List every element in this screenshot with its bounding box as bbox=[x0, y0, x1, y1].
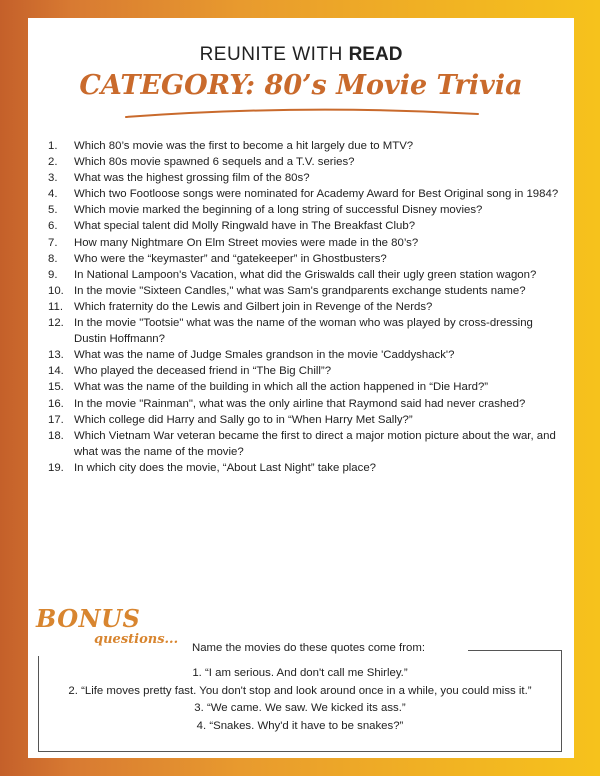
question-number: 2. bbox=[48, 156, 58, 169]
question-number: 1. bbox=[48, 140, 58, 152]
question-text: How many Nightmare On Elm Street movies were made in the 80’s? bbox=[74, 236, 419, 249]
question-text: Which movie marked the beginning of a long string of successful Disney movies? bbox=[74, 204, 483, 217]
question-number: 4. bbox=[48, 188, 58, 201]
question-number: 17. bbox=[48, 413, 64, 426]
question-text: Which fraternity do the Lewis and Gilbert join in Revenge of the Nerds? bbox=[74, 300, 433, 313]
question-text: Which 80’s movie was the first to become a hit largely due to MTV? bbox=[74, 140, 414, 152]
question-item bbox=[48, 218, 563, 234]
quote-number: 1. bbox=[192, 667, 202, 679]
category-title: CATEGORY: 80’s Movie Trivia bbox=[79, 70, 523, 101]
quote-number: 2. bbox=[68, 684, 78, 697]
question-text: In which city does the movie, “About Last Night” take place? bbox=[74, 461, 377, 474]
question-item bbox=[48, 251, 563, 267]
question-item bbox=[48, 235, 563, 251]
trivia-sheet bbox=[28, 18, 574, 758]
bonus-title: BONUS bbox=[36, 604, 141, 633]
question-item bbox=[48, 202, 563, 218]
question-number: 8. bbox=[48, 252, 58, 265]
question-text: Which 80s movie spawned 6 sequels and a T.V. series? bbox=[74, 156, 355, 169]
question-item bbox=[48, 396, 563, 412]
quote-text: “Life moves pretty fast. You don't stop and look around once in a while, you could miss it.” bbox=[81, 684, 532, 697]
question-item bbox=[48, 138, 563, 154]
question-number: 19. bbox=[48, 461, 64, 474]
bonus-quote-item bbox=[38, 666, 562, 681]
question-number: 9. bbox=[48, 268, 58, 281]
question-item bbox=[48, 428, 563, 460]
quote-number: 4. bbox=[196, 720, 207, 733]
brand-prefix: REUNITE WITH bbox=[199, 44, 343, 65]
question-number: 3. bbox=[48, 172, 58, 185]
question-number: 11. bbox=[48, 300, 63, 313]
question-item bbox=[48, 170, 563, 186]
question-number: 12. bbox=[48, 317, 64, 330]
question-text: In the movie "Sixteen Candles," what was Sam's grandparents exchange students name? bbox=[74, 284, 526, 297]
question-number: 5. bbox=[48, 204, 58, 217]
question-text: In the movie "Tootsie" what was the name of the woman who was played by cross-dressing Dustin Hoffmann? bbox=[74, 317, 533, 346]
question-item bbox=[48, 299, 563, 315]
bonus-quote-list bbox=[38, 666, 562, 737]
question-number: 14. bbox=[48, 365, 64, 378]
question-item bbox=[48, 267, 563, 283]
bonus-quote-item bbox=[38, 684, 562, 699]
question-item bbox=[48, 186, 563, 202]
brand-heading bbox=[28, 44, 574, 66]
bonus-quote-item bbox=[38, 701, 562, 716]
quote-text: “I am serious. And don't call me Shirley.” bbox=[205, 667, 408, 679]
question-list bbox=[48, 138, 563, 476]
quote-text: “Snakes. Why'd it have to be snakes?” bbox=[209, 720, 404, 733]
title-swoosh-decoration bbox=[122, 106, 482, 122]
question-text: What was the name of the building in which all the action happened in “Die Hard?” bbox=[74, 381, 489, 394]
bonus-quote-item bbox=[38, 719, 562, 734]
bonus-subtitle: questions... bbox=[94, 632, 179, 647]
question-item bbox=[48, 460, 563, 476]
question-text: Which college did Harry and Sally go to in “When Harry Met Sally?” bbox=[74, 413, 413, 426]
question-text: Who played the deceased friend in “The Big Chill”? bbox=[74, 365, 332, 378]
question-text: What was the highest grossing film of the 80s? bbox=[74, 172, 310, 185]
question-number: 10. bbox=[48, 284, 64, 297]
question-number: 18. bbox=[48, 429, 64, 442]
question-item bbox=[48, 363, 563, 379]
question-item bbox=[48, 154, 563, 170]
quote-text: “We came. We saw. We kicked its ass.” bbox=[206, 702, 406, 715]
question-number: 13. bbox=[48, 349, 64, 362]
quote-number: 3. bbox=[194, 702, 204, 715]
question-item bbox=[48, 379, 563, 395]
question-item bbox=[48, 412, 563, 428]
question-item bbox=[48, 315, 563, 347]
question-text: In National Lampoon's Vacation, what did the Griswalds call their ugly green station wagon? bbox=[74, 268, 537, 281]
bonus-prompt: Name the movies do these quotes come from: bbox=[192, 642, 425, 654]
question-text: In the movie "Rainman", what was the only airline that Raymond said had never crashed? bbox=[74, 397, 526, 410]
question-number: 6. bbox=[48, 220, 58, 233]
question-text: Which Vietnam War veteran became the first to direct a major motion picture about the war, and what was the name of the movie? bbox=[74, 429, 556, 458]
brand-logo-read: READ bbox=[348, 44, 403, 65]
question-item bbox=[48, 283, 563, 299]
question-text: Who were the “keymaster” and “gatekeeper” in Ghostbusters? bbox=[74, 252, 387, 265]
question-text: What special talent did Molly Ringwald have in The Breakfast Club? bbox=[74, 220, 416, 233]
question-text: What was the name of Judge Smales grandson in the movie 'Caddyshack'? bbox=[74, 349, 455, 362]
question-text: Which two Footloose songs were nominated for Academy Award for Best Original song in 1984? bbox=[74, 188, 559, 201]
question-item bbox=[48, 347, 563, 363]
question-number: 7. bbox=[48, 236, 58, 249]
question-number: 15. bbox=[48, 381, 64, 394]
question-number: 16. bbox=[48, 397, 64, 410]
